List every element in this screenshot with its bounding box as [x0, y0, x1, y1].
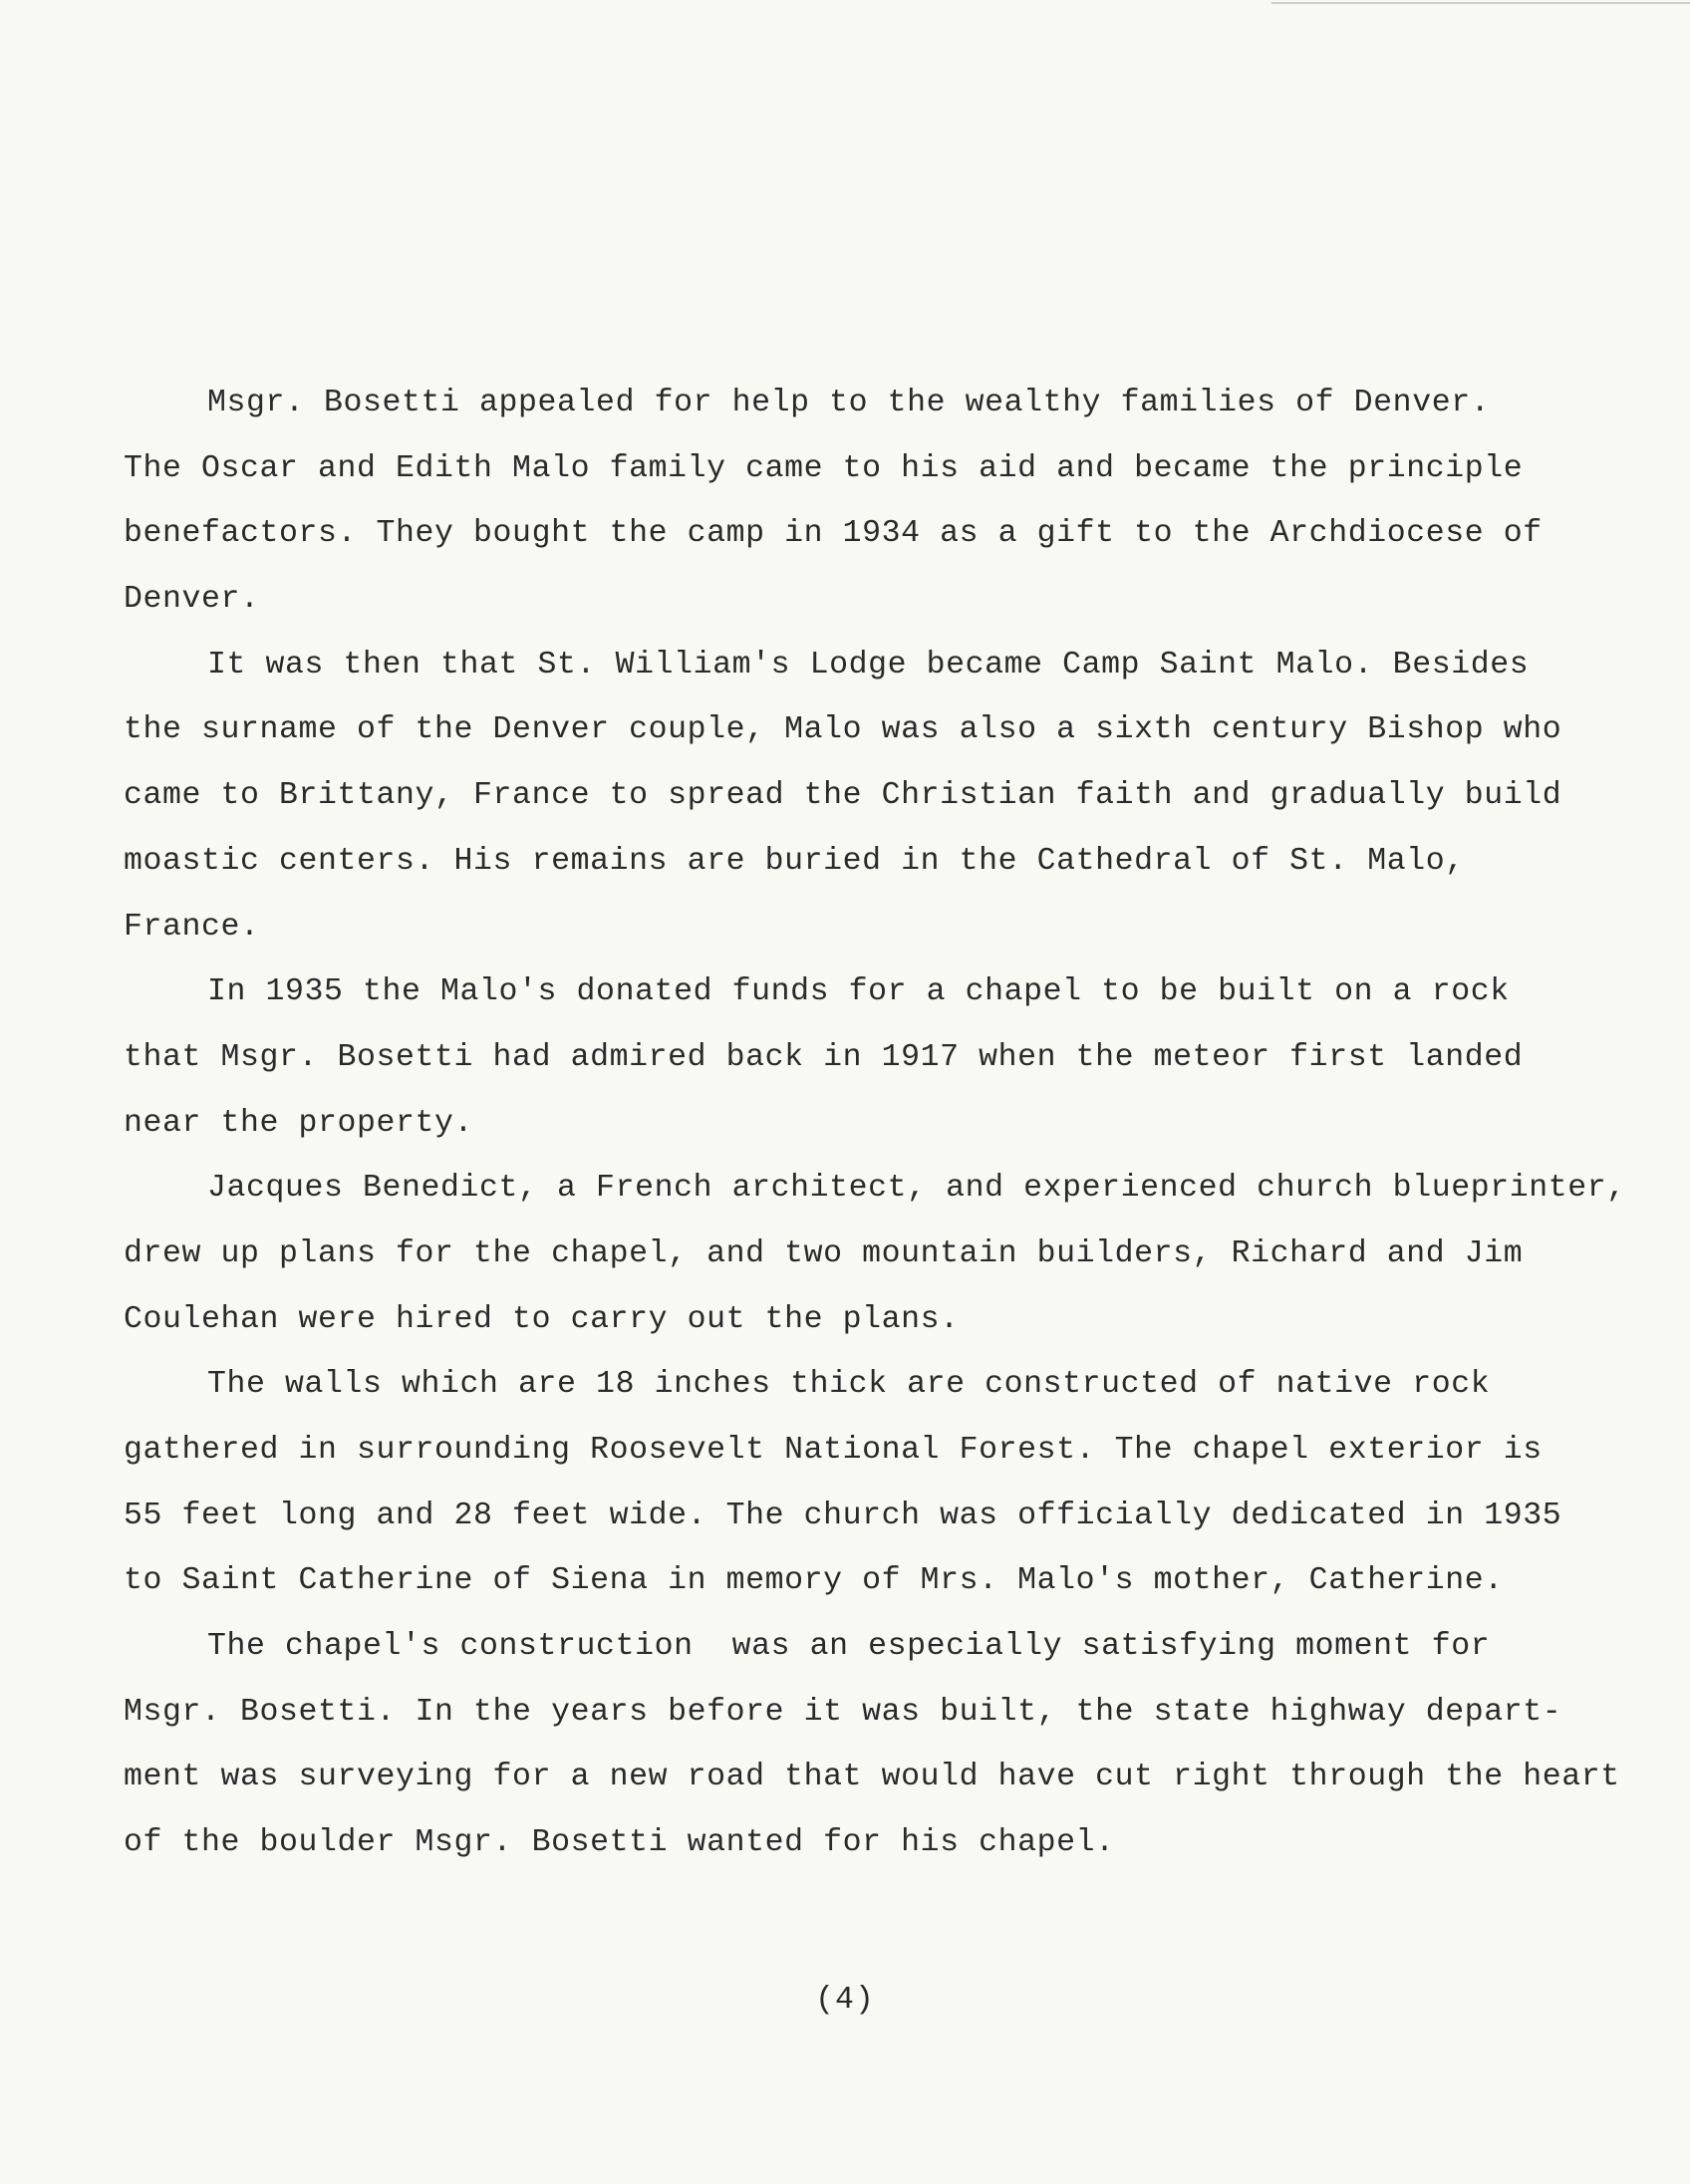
- paragraph-6-line-2: Msgr. Bosetti. In the years before it was built, the state highway depart-: [124, 1694, 1562, 1730]
- paragraph-4-line-3: Coulehan were hired to carry out the plans.: [124, 1301, 960, 1337]
- top-edge-rule: [1271, 2, 1690, 4]
- paragraph-5-line-4: to Saint Catherine of Siena in memory of Mrs. Malo's mother, Catherine.: [124, 1563, 1504, 1599]
- paragraph-4-line-2: drew up plans for the chapel, and two mountain builders, Richard and Jim: [124, 1235, 1524, 1271]
- paragraph-5-line-2: gathered in surrounding Roosevelt National Forest. The chapel exterior is: [124, 1433, 1543, 1468]
- paragraph-2-line-4: moastic centers. His remains are buried in the Cathedral of St. Malo,: [124, 843, 1465, 879]
- paragraph-3-line-3: near the property.: [124, 1105, 474, 1141]
- page-number: (4): [815, 1983, 875, 2018]
- paragraph-2-line-5: France.: [124, 909, 260, 945]
- paragraph-5-line-3: 55 feet long and 28 feet wide. The church was officially dedicated in 1935: [124, 1498, 1562, 1533]
- paragraph-1-line-1: Msgr. Bosetti appealed for help to the wealthy families of Denver.: [207, 386, 1491, 420]
- paragraph-6-line-3: ment was surveying for a new road that would have cut right through the heart: [124, 1760, 1620, 1795]
- paragraph-1-line-2: The Oscar and Edith Malo family came to his aid and became the principle: [124, 450, 1524, 486]
- paragraph-6-line-4: of the boulder Msgr. Bosetti wanted for his chapel.: [124, 1825, 1115, 1861]
- paragraph-2-line-2: the surname of the Denver couple, Malo was also a sixth century Bishop who: [124, 712, 1562, 748]
- paragraph-4-line-1: Jacques Benedict, a French architect, and experienced church blueprinter,: [207, 1171, 1626, 1207]
- paragraph-2-line-1: It was then that St. William's Lodge became Camp Saint Malo. Besides: [207, 647, 1530, 682]
- paragraph-1-line-3: benefactors. They bought the camp in 1934 as a gift to the Archdiocese of: [124, 516, 1543, 552]
- paragraph-3-line-1: In 1935 the Malo's donated funds for a chapel to be built on a rock: [207, 974, 1510, 1010]
- paragraph-6-line-1: The chapel's construction was an especially satisfying moment for: [207, 1629, 1491, 1665]
- paragraph-3-line-2: that Msgr. Bosetti had admired back in 1917 when the meteor first landed: [124, 1039, 1524, 1075]
- body-text: [124, 371, 1678, 1876]
- paragraph-1-line-4: Denver.: [124, 582, 260, 618]
- paragraph-5-line-1: The walls which are 18 inches thick are constructed of native rock: [207, 1367, 1491, 1403]
- paragraph-2-line-3: came to Brittany, France to spread the Christian faith and gradually build: [124, 778, 1562, 814]
